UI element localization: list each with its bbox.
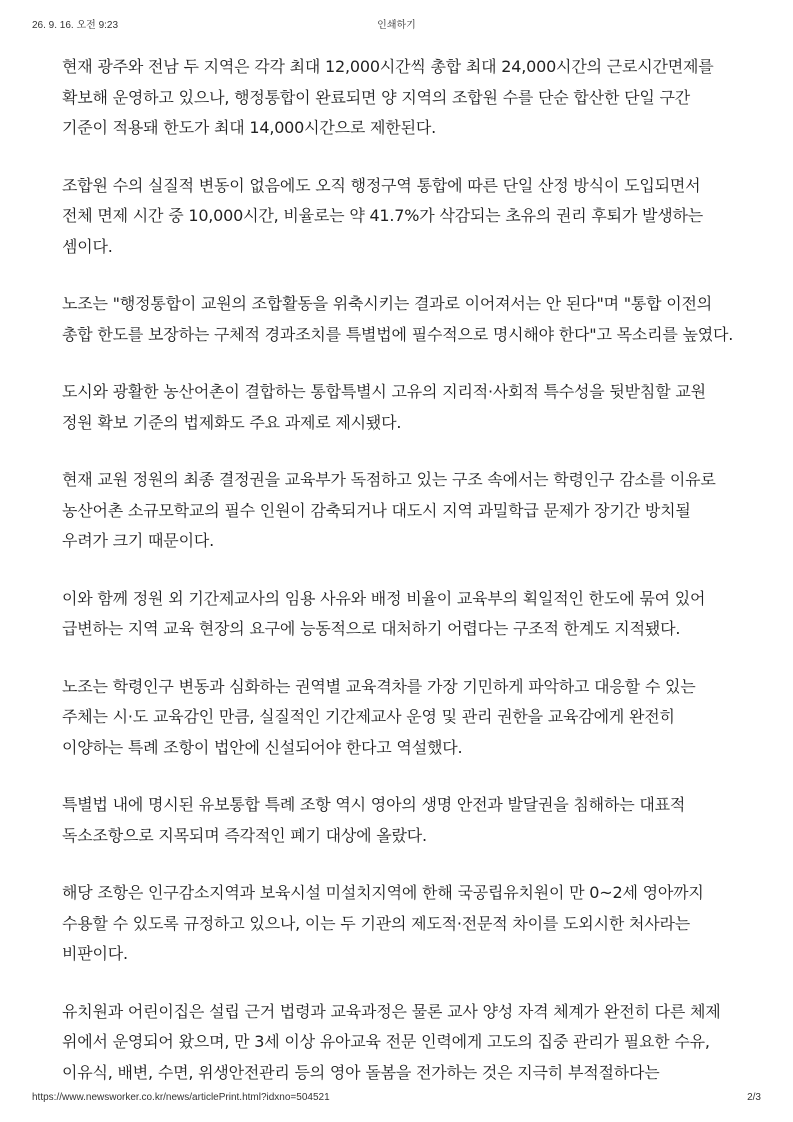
print-footer (32, 1092, 761, 1106)
article-paragraph: 현재 광주와 전남 두 지역은 각각 최대 12,000시간씩 총합 최대 24,000시간의 근로시간면제를 확보해 운영하고 있으나, 행정통합이 완료되면 양 지역의 조합원 수를 단순 합산한 단일 구간 기준이 적용돼 한도가 최대 14,000시간으로 제한된다. (62, 57, 714, 137)
article-paragraph: 조합원 수의 실질적 변동이 없음에도 오직 행정구역 통합에 따른 단일 산정 방식이 도입되면서 전체 면제 시간 중 10,000시간, 비율로는 약 41.7%가 삭감되는 초유의 권리 후퇴가 발생하는 셈이다. (62, 175, 704, 256)
article-paragraph: 유치원과 어린이집은 설립 근거 법령과 교육과정은 물론 교사 양성 자격 체계가 완전히 다른 체제 위에서 운영되어 왔으며, 만 3세 이상 유아교육 전문 인력에게 고도의 집중 관리가 필요한 수유, 이유식, 배변, 수면, 위생안전관리 등의 영아 돌봄을 전가하는 것은 지극히 부적절하다는 (62, 1001, 721, 1082)
print-date: 26. 9. 16. 오전 9:23 (32, 20, 119, 31)
page-number: 2/3 (747, 1092, 761, 1103)
article-paragraph: 노조는 학령인구 변동과 심화하는 권역별 교육격차를 가장 기민하게 파악하고 대응할 수 있는 주체는 시·도 교육감인 만큼, 실질적인 기간제교사 운영 및 관리 권한을 교육감에게 완전히 이양하는 특례 조항이 법안에 신설되어야 한다고 역설했다. (62, 676, 696, 757)
article-paragraph: 이와 함께 정원 외 기간제교사의 임용 사유와 배정 비율이 교육부의 획일적인 한도에 묶여 있어 급변하는 지역 교육 현장의 요구에 능동적으로 대처하기 어렵다는 구조적 한계도 지적됐다. (62, 588, 706, 638)
article-paragraph: 특별법 내에 명시된 유보통합 특례 조항 역시 영아의 생명 안전과 발달권을 침해하는 대표적 독소조항으로 지목되며 즉각적인 폐기 대상에 올랐다. (62, 795, 686, 845)
article-paragraph: 도시와 광활한 농산어촌이 결합하는 통합특별시 고유의 지리적·사회적 특수성을 뒷받침할 교원 정원 확보 기준의 법제화도 주요 과제로 제시됐다. (62, 382, 706, 432)
article-paragraph: 현재 교원 정원의 최종 결정권을 교육부가 독점하고 있는 구조 속에서는 학령인구 감소를 이유로 농산어촌 소규모학교의 필수 인원이 감축되거나 대도시 지역 과밀학급 문제가 장기간 방치될 우려가 크기 때문이다. (62, 470, 716, 550)
print-header (32, 16, 761, 30)
article-paragraph: 해당 조항은 인구감소지역과 보육시설 미설치지역에 한해 국공립유치원이 만 0~2세 영아까지 수용할 수 있도록 규정하고 있으나, 이는 두 기관의 제도적·전문적 차이를 도외시한 처사라는 비판이다. (62, 883, 704, 963)
print-page-title: 인쇄하기 (377, 20, 416, 31)
article-paragraph: 노조는 "행정통합이 교원의 조합활동을 위축시키는 결과로 이어져서는 안 된다"며 "통합 이전의 총합 한도를 보장하는 구체적 경과조치를 특별법에 필수적으로 명시해야 한다"고 목소리를 높였다. (62, 294, 734, 344)
article-body (62, 52, 734, 1115)
article-url: https://www.newsworker.co.kr/news/articlePrint.html?idxno=504521 (32, 1092, 330, 1103)
